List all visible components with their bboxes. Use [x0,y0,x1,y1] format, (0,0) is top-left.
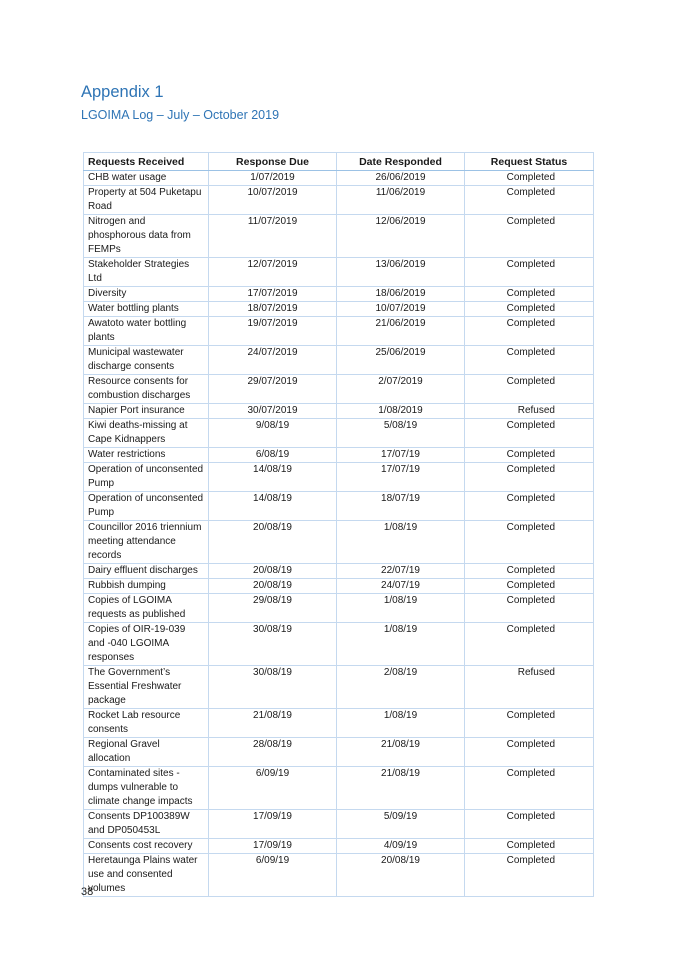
cell-request-status: Completed [465,302,594,317]
cell-request-status: Completed [465,492,594,521]
cell-request-status: Completed [465,564,594,579]
cell-date-responded: 21/06/2019 [337,317,465,346]
cell-response-due: 30/08/19 [209,623,337,666]
cell-response-due: 12/07/2019 [209,258,337,287]
header-requests-received: Requests Received [84,153,209,171]
header-response-due: Response Due [209,153,337,171]
cell-response-due: 30/08/19 [209,666,337,709]
cell-request-status: Completed [465,709,594,738]
table-row [84,623,594,666]
table-row [84,767,594,810]
cell-request: Kiwi deaths-missing at Cape Kidnappers [84,419,209,448]
cell-request-status: Completed [465,186,594,215]
cell-date-responded: 5/09/19 [337,810,465,839]
cell-date-responded: 10/07/2019 [337,302,465,317]
cell-request-status: Completed [465,738,594,767]
cell-request-status: Completed [465,854,594,897]
header-request-status: Request Status [465,153,594,171]
cell-date-responded: 25/06/2019 [337,346,465,375]
table-row [84,186,594,215]
table-row [84,419,594,448]
cell-request-status: Completed [465,623,594,666]
cell-request-status: Completed [465,521,594,564]
cell-request-status: Completed [465,171,594,186]
cell-date-responded: 17/07/19 [337,463,465,492]
cell-response-due: 9/08/19 [209,419,337,448]
cell-date-responded: 20/08/19 [337,854,465,897]
cell-request-status: Refused [465,404,594,419]
header-row [84,153,594,171]
cell-request-status: Completed [465,258,594,287]
cell-request-status: Completed [465,839,594,854]
cell-request: Regional Gravel allocation [84,738,209,767]
cell-date-responded: 18/07/19 [337,492,465,521]
table-row [84,810,594,839]
cell-date-responded: 26/06/2019 [337,171,465,186]
header-date-responded: Date Responded [337,153,465,171]
cell-request: Property at 504 Puketapu Road [84,186,209,215]
cell-response-due: 19/07/2019 [209,317,337,346]
cell-date-responded: 11/06/2019 [337,186,465,215]
log-subheading: LGOIMA Log – July – October 2019 [81,108,280,122]
cell-request: Rocket Lab resource consents [84,709,209,738]
cell-request: Dairy effluent discharges [84,564,209,579]
table-row [84,448,594,463]
cell-response-due: 1/07/2019 [209,171,337,186]
table-row [84,854,594,897]
cell-request: Stakeholder Strategies Ltd [84,258,209,287]
table-row [84,666,594,709]
cell-response-due: 20/08/19 [209,521,337,564]
table-row [84,463,594,492]
cell-request: CHB water usage [84,171,209,186]
cell-request: Councillor 2016 triennium meeting attendance records [84,521,209,564]
cell-request: Water restrictions [84,448,209,463]
cell-request: Consents DP100389W and DP050453L [84,810,209,839]
cell-request: Awatoto water bottling plants [84,317,209,346]
cell-request: Rubbish dumping [84,579,209,594]
table-row [84,302,594,317]
cell-request: Municipal wastewater discharge consents [84,346,209,375]
cell-request-status: Completed [465,579,594,594]
table-row [84,404,594,419]
cell-date-responded: 1/08/19 [337,623,465,666]
cell-response-due: 6/09/19 [209,767,337,810]
cell-date-responded: 5/08/19 [337,419,465,448]
lgoima-log-table [83,152,594,897]
cell-request-status: Completed [465,215,594,258]
cell-date-responded: 4/09/19 [337,839,465,854]
table-row [84,521,594,564]
cell-request: Operation of unconsented Pump [84,463,209,492]
table-row [84,738,594,767]
cell-request: Consents cost recovery [84,839,209,854]
cell-request: Water bottling plants [84,302,209,317]
table-row [84,317,594,346]
cell-date-responded: 12/06/2019 [337,215,465,258]
table-row [84,346,594,375]
cell-request: Operation of unconsented Pump [84,492,209,521]
appendix-heading: Appendix 1 [81,83,164,101]
cell-request: Heretaunga Plains water use and consented volumes [84,854,209,897]
cell-date-responded: 1/08/19 [337,594,465,623]
table-row [84,594,594,623]
cell-response-due: 10/07/2019 [209,186,337,215]
table-row [84,564,594,579]
cell-response-due: 14/08/19 [209,492,337,521]
cell-request-status: Completed [465,463,594,492]
table-row [84,171,594,186]
table-header [84,153,594,171]
cell-response-due: 29/08/19 [209,594,337,623]
cell-response-due: 29/07/2019 [209,375,337,404]
cell-request: Resource consents for combustion discharges [84,375,209,404]
cell-response-due: 24/07/2019 [209,346,337,375]
cell-response-due: 11/07/2019 [209,215,337,258]
table-row [84,215,594,258]
cell-request: Diversity [84,287,209,302]
cell-response-due: 30/07/2019 [209,404,337,419]
cell-request-status: Completed [465,810,594,839]
cell-request: Nitrogen and phosphorous data from FEMPs [84,215,209,258]
table-row [84,287,594,302]
cell-response-due: 20/08/19 [209,579,337,594]
cell-response-due: 17/09/19 [209,839,337,854]
table-row [84,492,594,521]
cell-response-due: 6/08/19 [209,448,337,463]
page-number: 38 [81,886,94,898]
cell-date-responded: 2/07/2019 [337,375,465,404]
cell-request: The Government’s Essential Freshwater package [84,666,209,709]
cell-response-due: 6/09/19 [209,854,337,897]
table-row [84,579,594,594]
cell-request: Copies of LGOIMA requests as published [84,594,209,623]
cell-date-responded: 18/06/2019 [337,287,465,302]
cell-request-status: Refused [465,666,594,709]
cell-request: Contaminated sites - dumps vulnerable to climate change impacts [84,767,209,810]
cell-date-responded: 21/08/19 [337,767,465,810]
cell-response-due: 17/07/2019 [209,287,337,302]
cell-request-status: Completed [465,375,594,404]
cell-response-due: 17/09/19 [209,810,337,839]
cell-response-due: 18/07/2019 [209,302,337,317]
cell-request: Napier Port insurance [84,404,209,419]
cell-response-due: 20/08/19 [209,564,337,579]
cell-response-due: 28/08/19 [209,738,337,767]
cell-date-responded: 1/08/19 [337,709,465,738]
cell-request-status: Completed [465,767,594,810]
cell-request-status: Completed [465,317,594,346]
cell-request: Copies of OIR-19-039 and -040 LGOIMA responses [84,623,209,666]
table-row [84,375,594,404]
cell-date-responded: 1/08/19 [337,521,465,564]
table-row [84,839,594,854]
cell-date-responded: 17/07/19 [337,448,465,463]
cell-request-status: Completed [465,287,594,302]
cell-date-responded: 2/08/19 [337,666,465,709]
cell-date-responded: 24/07/19 [337,579,465,594]
cell-request-status: Completed [465,594,594,623]
table-body [84,171,594,897]
cell-date-responded: 1/08/2019 [337,404,465,419]
cell-request-status: Completed [465,346,594,375]
cell-request-status: Completed [465,419,594,448]
table-row [84,258,594,287]
cell-response-due: 21/08/19 [209,709,337,738]
cell-date-responded: 13/06/2019 [337,258,465,287]
cell-date-responded: 21/08/19 [337,738,465,767]
cell-date-responded: 22/07/19 [337,564,465,579]
cell-request-status: Completed [465,448,594,463]
cell-response-due: 14/08/19 [209,463,337,492]
table-row [84,709,594,738]
